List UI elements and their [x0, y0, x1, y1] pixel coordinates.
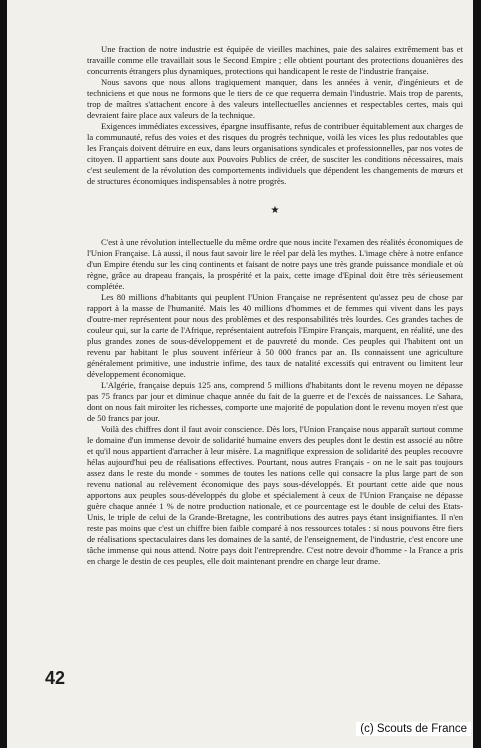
paragraph: C'est à une révolution intellectuelle du même ordre que nous incite l'examen des réalités économiques de l'Union Française. Là aussi, il nous faut savoir lire le réel par delà les mythes. L'image chère à notre enfance d'un Empire étendu sur les cinq continents et faisant de notre pays une très grande puissance mondiale et où règne, grâce au drapeau français, la prospérité et la paix, cette image d'Epinal doit être très sérieusement complétée. — [87, 237, 463, 291]
body-text — [87, 44, 463, 567]
section-separator-star-icon: ★ — [270, 205, 280, 216]
copyright-watermark: (c) Scouts de France — [356, 722, 471, 736]
paragraph: Une fraction de notre industrie est équipée de vieilles machines, paie des salaires extrêmement bas et travaille comme elle travaillait sous le Second Empire ; elle obtient pourtant des protections douanières des concurrents étrangers plus dynamiques, protections qui handicapent le reste de l'industrie française. — [87, 44, 463, 76]
paragraph: Voilà des chiffres dont il faut avoir conscience. Dès lors, l'Union Française nous apparaît surtout comme le domaine d'un immense devoir de solidarité humaine envers des peuples dont le destin est associé au nôtre et qu'il nous appartient d'arracher à leur misère. La magnifique expression de solidarité des peuples recouvre hélas aujourd'hui peu de réalisations effectives. Pourtant, nous autres Français - on ne le sait pas toujours assez dans le reste du monde - sommes de toutes les nations celle qui consacre la plus large part de son revenu national au relèvement économique des pays sous-développés. Et pourtant cette aide que nous apportons aux peuples sous-développés du globe et spécialement à ceux de l'Union Française ne dépasse guère chaque année 1 % de notre production nationale, et ce pourcentage est le double de celui des Etats-Unis, le triple de celui de la Grande-Bretagne, les contributions des autres pays étant insignifiantes. Il n'en reste pas moins que c'est un chiffre bien faible comparé à nos ressources totales : si nous pouvons être fiers de réalisations spectaculaires dans les domaines de la santé, de l'enseignement, de l'industrie, c'est encore une tâche immense qui nous attend. Notre pays doit l'entreprendre. C'est notre devoir d'homme - la France a pris en charge le destin de ces peuples, elle doit maintenant prendre en charge leur drame. — [87, 424, 463, 566]
paragraph: L'Algérie, française depuis 125 ans, comprend 5 millions d'habitants dont le revenu moyen ne dépasse pas 75 francs par jour et diminue chaque année du fait de la guerre et de l'excès de naissances. Le Sahara, dont on nous fait miroiter les richesses, comporte une majorité de population dont le revenu moyen n'est que de 50 francs par jour. — [87, 380, 463, 423]
book-page — [7, 0, 473, 748]
page-number: 42 — [45, 668, 66, 688]
paragraph: Les 80 millions d'habitants qui peuplent l'Union Française ne représentent qu'assez peu de chose par rapport à la masse de l'humanité. Mais les 40 millions d'hommes et de femmes qui vivent dans les pays d'outre-mer représentent pour nous des problèmes et des responsabilités très lourdes. Ces grandes taches de couleur qui, sur la carte de l'Afrique, représentaient autrefois l'Empire Français, marquent, en réalité, une des plus grandes zones de sous-développement et de pauvreté du monde. Ces peuples qui l'habitent ont un revenu par habitant le plus souvent inférieur à 50 000 francs par an. Ils connaissent une agriculture généralement primitive, une industrie infime, des taux de natalité excessifs qui entravent ou limitent leur développement économique. — [87, 292, 463, 379]
paragraph: Nous savons que nous allons tragiquement manquer, dans les années à venir, d'ingénieurs et de techniciens et que nous ne formons que le tiers de ce que requerra demain l'industrie. Mais trop de parents, trop de maîtres s'attachent encore à des valeurs intellectuelles anciennes et respectables certes, mais qui devraient faire place aux valeurs de la technique. — [87, 77, 463, 120]
paragraph: Exigences immédiates excessives, épargne insuffisante, refus de contribuer équitablement aux charges de la communauté, refus des voies et des risques du progrès technique, voilà les vices les plus redoutables que les Français doivent détruire en eux, dans leurs organisations syndicales et professionnelles, par nos votes de citoyen. Il appartient sans doute aux Pouvoirs Publics de créer, de susciter les conditions nécessaires, mais c'est seulement de la révolution des comportements individuels que dépendent les changements de mœurs et de structures économiques indispensables à notre progrès. — [87, 121, 464, 186]
